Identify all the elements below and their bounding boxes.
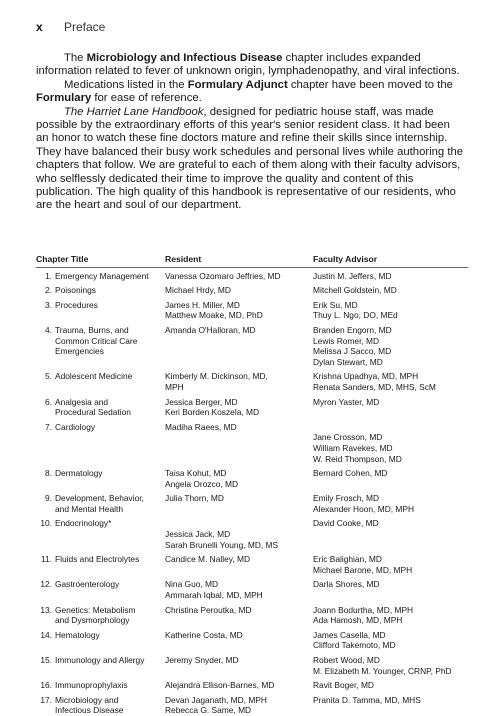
table-row — [36, 393, 468, 418]
advisor-line: M. Elizabeth M. Younger, CRNP, PhD — [313, 665, 452, 676]
resident-line — [165, 518, 313, 529]
advisor-line: Emily Frosch, MD — [313, 493, 380, 504]
text-run: , designed for pediatric house staff, was made possible by the extraordinary efforts of this year's senior resident class. It had been an honor to watch these fine doctors mature and refine their skills since internship. They have balanced their busy work schedules and personal lives while authoring the chapters that follow. We are grateful to each of them along with their faculty advisors, who selflessly dedicated their time to improve the quality and content of this publication. The high quality of this handbook is representative of our residents, who are the heart and soul of our department. — [36, 105, 464, 212]
chapter-title — [55, 691, 165, 716]
resident-line: MPH — [165, 381, 184, 392]
chapter-title — [55, 281, 165, 296]
resident-line: Keri Borden Koszela, MD — [165, 407, 260, 418]
chapter-line: Common Critical Care — [55, 335, 138, 346]
advisor-line: Ada Hamosh, MD, MPH — [313, 615, 403, 626]
advisor-line: Mitchell Goldstein, MD — [313, 285, 397, 296]
chapter-title — [55, 550, 165, 575]
chapter-title — [55, 367, 165, 392]
chapter-line: Gastroenterology — [55, 579, 120, 590]
chapter-number: 13. — [40, 604, 52, 615]
table-header-row — [36, 254, 468, 267]
chapter-title — [55, 626, 165, 651]
chapter-number: 4. — [45, 324, 52, 335]
chapter-line: Adolescent Medicine — [55, 371, 133, 382]
chapter-line: Genetics: Metabolism — [55, 604, 136, 615]
chapter-line: Development, Behavior, — [55, 493, 144, 504]
advisor-line: Clifford Takemoto, MD — [313, 640, 396, 651]
chapter-line: Endocrinology* — [55, 518, 112, 529]
section-title: Preface — [64, 20, 106, 34]
advisor-line: Lewis Romer, MD — [313, 335, 380, 346]
advisor-line: Dylan Stewart, MD — [313, 356, 383, 367]
chapter-title — [55, 651, 165, 676]
chapter-line: Fluids and Electrolytes — [55, 554, 140, 565]
advisor-line: Eric Balighian, MD — [313, 554, 382, 565]
chapter-title — [55, 514, 165, 550]
resident-line: Rebecca G. Same, MD — [165, 705, 252, 716]
advisor-line: Myron Yaster, MD — [313, 396, 380, 407]
running-header — [36, 20, 105, 36]
advisor-line: Thuy L. Ngo, DO, MEd — [313, 310, 398, 321]
advisor-names — [313, 393, 468, 418]
chapter-number: 8. — [45, 468, 52, 479]
bold-text: Microbiology and Infectious Disease — [86, 52, 283, 64]
advisor-names — [313, 418, 468, 464]
chapter-title — [55, 296, 165, 321]
chapter-number: 9. — [45, 493, 52, 504]
advisor-names — [313, 464, 468, 489]
paragraph — [36, 79, 464, 106]
table-row — [36, 321, 468, 367]
advisor-line: Robert Wood, MD — [313, 655, 380, 665]
resident-line: Christina Peroutka, MD — [165, 604, 252, 615]
table-row — [36, 651, 468, 676]
advisor-line: Joann Bodurtha, MD, MPH — [313, 604, 414, 615]
advisor-names — [313, 514, 468, 550]
chapter-number: 17. — [40, 694, 52, 705]
chapter-title — [55, 464, 165, 489]
text-run: chapter includes expanded information related to fever of unknown origin, lymphadenopathy, and viral infections. — [36, 52, 460, 78]
resident-line: Taisa Kohut, MD — [165, 468, 227, 479]
table-row — [36, 418, 468, 464]
advisor-names — [313, 626, 468, 651]
advisor-names — [313, 489, 468, 514]
table-row — [36, 676, 468, 691]
advisor-line: James Casella, MD — [313, 629, 386, 640]
resident-line: Nina Guo, MD — [165, 579, 219, 590]
table-row — [36, 601, 468, 626]
chapter-number: 12. — [40, 579, 52, 590]
advisor-names — [313, 321, 468, 367]
resident-line: Kimberly M. Dickinson, MD, — [165, 371, 268, 382]
chapter-number: 10. — [40, 518, 52, 529]
resident-names — [165, 651, 313, 676]
advisor-line: Bernard Cohen, MD — [313, 468, 388, 479]
advisor-line: Jane Crosson, MD — [313, 432, 383, 443]
chapter-number: 11. — [40, 554, 52, 565]
advisor-names — [313, 367, 468, 392]
resident-names — [165, 489, 313, 514]
advisor-names — [313, 651, 468, 676]
resident-line: Sarah Brunelli Young, MD, MS — [165, 539, 279, 550]
advisor-line: Alexander Hoon, MD, MPH — [313, 503, 415, 514]
resident-names — [165, 393, 313, 418]
advisor-names — [313, 267, 468, 281]
advisor-line: Krishna Upadhya, MD, MPH — [313, 371, 419, 382]
resident-line: Katherine Costa, MD — [165, 629, 243, 640]
chapter-line: Immunoprophylaxis — [55, 680, 128, 691]
chapter-line: Procedural Sedation — [55, 407, 131, 418]
advisor-line: David Cooke, MD — [313, 518, 379, 529]
resident-names — [165, 575, 313, 600]
resident-line: Matthew Moake, MD, PhD — [165, 310, 263, 321]
resident-line: Julia Thorn, MD — [165, 493, 224, 504]
resident-line: Jeremy Snyder, MD — [165, 655, 239, 665]
chapter-line: Microbiology and — [55, 694, 119, 705]
chapter-line: and Mental Health — [55, 503, 123, 514]
text-run: The — [64, 52, 87, 64]
chapter-number: 1. — [45, 270, 52, 281]
bold-text: Formulary Adjunct — [187, 78, 288, 91]
resident-names — [165, 321, 313, 367]
header-chapter-title: Chapter Title — [36, 254, 165, 267]
table-row — [36, 691, 468, 716]
chapter-number: 16. — [40, 680, 52, 691]
resident-line: Angela Orozco, MD — [165, 478, 239, 489]
advisor-line: Darla Shores, MD — [313, 579, 380, 590]
text-run: Medications listed in the — [64, 78, 188, 91]
chapter-title — [55, 575, 165, 600]
advisor-line: Erik Su, MD — [313, 299, 358, 310]
advisor-line: Renata Sanders, MD, MHS, ScM — [313, 381, 436, 392]
chapter-number: 15. — [40, 655, 52, 665]
resident-names — [165, 296, 313, 321]
chapter-line: Procedures — [55, 299, 98, 310]
chapter-line: Analgesia and — [55, 396, 109, 407]
advisor-line: Ravit Boger, MD — [313, 680, 374, 691]
resident-names — [165, 550, 313, 575]
resident-line: James H. Miller, MD — [165, 299, 240, 310]
advisor-line: Michael Barone, MD, MPH — [313, 564, 413, 575]
resident-line: Candice M. Nalley, MD — [165, 554, 251, 565]
chapter-number: 7. — [45, 421, 52, 432]
resident-line: Madiha Raees, MD — [165, 421, 237, 432]
chapter-title — [55, 393, 165, 418]
chapter-line: Immunology and Allergy — [55, 655, 145, 665]
table-row — [36, 267, 468, 281]
bold-text: Formulary — [36, 92, 92, 105]
advisor-names — [313, 601, 468, 626]
table-row — [36, 514, 468, 550]
chapter-title — [55, 267, 165, 281]
table-row — [36, 489, 468, 514]
chapter-number: 3. — [45, 299, 52, 310]
advisor-names — [313, 691, 468, 716]
preface-text — [36, 52, 464, 213]
advisor-line — [313, 422, 468, 433]
table-row — [36, 464, 468, 489]
chapter-line: Emergencies — [55, 346, 104, 357]
advisor-names — [313, 676, 468, 691]
chapter-number: 5. — [45, 371, 52, 382]
advisor-names — [313, 575, 468, 600]
header-resident: Resident — [165, 254, 313, 267]
resident-names — [165, 267, 313, 281]
advisor-line: Melissa J Sacco, MD — [313, 346, 392, 357]
chapter-number: 14. — [40, 629, 52, 640]
chapter-line: Trauma, Burns, and — [55, 324, 129, 335]
advisor-line: William Ravekes, MD — [313, 442, 393, 453]
resident-line: Devan Jaganath, MD, MPH — [165, 694, 267, 705]
advisor-line: Pranita D. Tamma, MD, MHS — [313, 694, 421, 705]
text-run: for ease of reference. — [91, 92, 202, 105]
resident-names — [165, 514, 313, 550]
chapter-title — [55, 676, 165, 691]
resident-names — [165, 626, 313, 651]
chapter-line: Dermatology — [55, 468, 103, 479]
paragraph — [36, 106, 464, 213]
resident-line: Michael Hrdy, MD — [165, 285, 231, 296]
table-row — [36, 575, 468, 600]
resident-names — [165, 676, 313, 691]
chapter-line: Hematology — [55, 629, 100, 640]
resident-line: Amanda O'Halloran, MD — [165, 324, 256, 335]
resident-line: Vanessa Ozomaro Jeffries, MD — [165, 270, 281, 281]
chapter-number: 6. — [45, 396, 52, 407]
resident-line: Alejandra Ellison-Barnes, MD — [165, 680, 275, 691]
contributors-table — [36, 254, 468, 716]
advisor-names — [313, 281, 468, 296]
table-row — [36, 626, 468, 651]
chapter-title — [55, 321, 165, 367]
advisor-names — [313, 296, 468, 321]
chapter-title — [55, 601, 165, 626]
resident-names — [165, 691, 313, 716]
header-faculty-advisor: Faculty Advisor — [313, 254, 468, 267]
advisor-line: Justin M. Jeffers, MD — [313, 270, 392, 281]
resident-names — [165, 418, 313, 464]
resident-names — [165, 601, 313, 626]
resident-line: Ammarah Iqbal, MD, MPH — [165, 590, 263, 601]
resident-line: Jessica Berger, MD — [165, 396, 238, 407]
chapter-line: Emergency Management — [55, 270, 149, 281]
resident-line: Jessica Jack, MD — [165, 529, 231, 540]
italic-text: The Harriet Lane Handbook — [64, 105, 204, 118]
paragraph — [36, 52, 464, 79]
advisor-names — [313, 550, 468, 575]
resident-names — [165, 464, 313, 489]
advisor-line: Branden Engorn, MD — [313, 324, 392, 335]
chapter-title — [55, 489, 165, 514]
resident-names — [165, 281, 313, 296]
chapter-line: Cardiology — [55, 421, 96, 432]
table-row — [36, 550, 468, 575]
chapter-line: Poisonings — [55, 285, 96, 296]
chapter-line: and Dysmorphology — [55, 615, 130, 626]
table-row — [36, 281, 468, 296]
chapter-title — [55, 418, 165, 464]
chapter-number: 2. — [45, 285, 52, 296]
table-row — [36, 296, 468, 321]
resident-names — [165, 367, 313, 392]
page-number: x — [36, 20, 43, 34]
text-run: chapter have been moved to the — [287, 78, 453, 91]
advisor-line: W. Reid Thompson, MD — [313, 453, 402, 464]
table-row — [36, 367, 468, 392]
chapter-line: Infectious Disease — [55, 705, 124, 716]
